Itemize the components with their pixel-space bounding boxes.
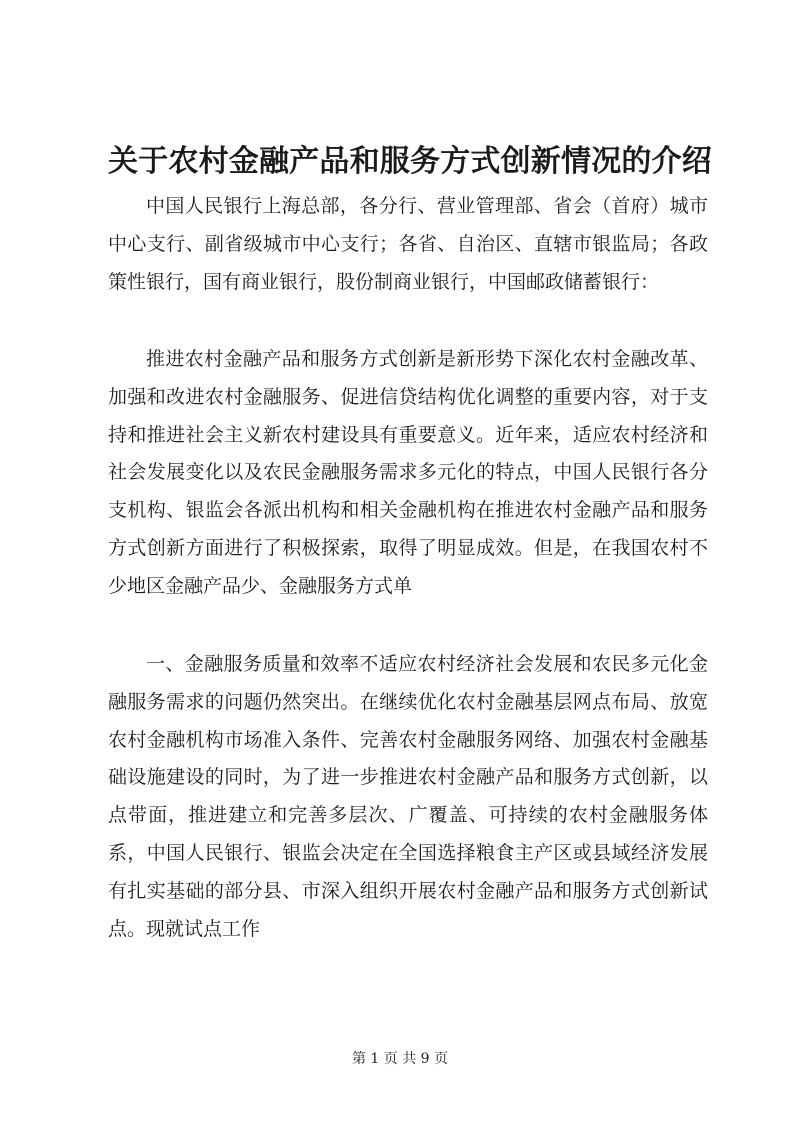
body-paragraph: 一、金融服务质量和效率不适应农村经济社会发展和农民多元化金融服务需求的问题仍然突出。在继续优化农村金融基层网点布局、放宽农村金融机构市场准入条件、完善农村金融服务网络、加强农村金融基础设施建设的同时，为了进一步推进农村金融产品和服务方式创新，以点带面，推进建立和完善多层次、广覆盖、可持续的农村金融服务体系，中国人民银行、银监会决定在全国选择粮食主产区或县域经济发展有扎实基础的部分县、市深入组织开展农村金融产品和服务方式创新试点。现就试点工作: [108, 653, 708, 940]
document-title: 关于农村金融产品和服务方式创新情况的介绍: [108, 144, 712, 179]
body-paragraph: 推进农村金融产品和服务方式创新是新形势下深化农村金融改革、加强和改进农村金融服务、促进信贷结构优化调整的重要内容，对于支持和推进社会主义新农村建设具有重要意义。近年来，适应农村经济和社会发展变化以及农民金融服务需求多元化的特点，中国人民银行各分支机构、银监会各派出机构和相关金融机构在推进农村金融产品和服务方式创新方面进行了积极探索，取得了明显成效。但是，在我国农村不少地区金融产品少、金融服务方式单: [108, 348, 708, 597]
page-footer: 第 1 页 共 9 页: [351, 1051, 449, 1067]
addressee-paragraph: 中国人民银行上海总部，各分行、营业管理部、省会（首府）城市中心支行、副省级城市中心支行；各省、自治区、直辖市银监局；各政策性银行，国有商业银行，股份制商业银行，中国邮政储蓄银行：: [108, 195, 708, 293]
